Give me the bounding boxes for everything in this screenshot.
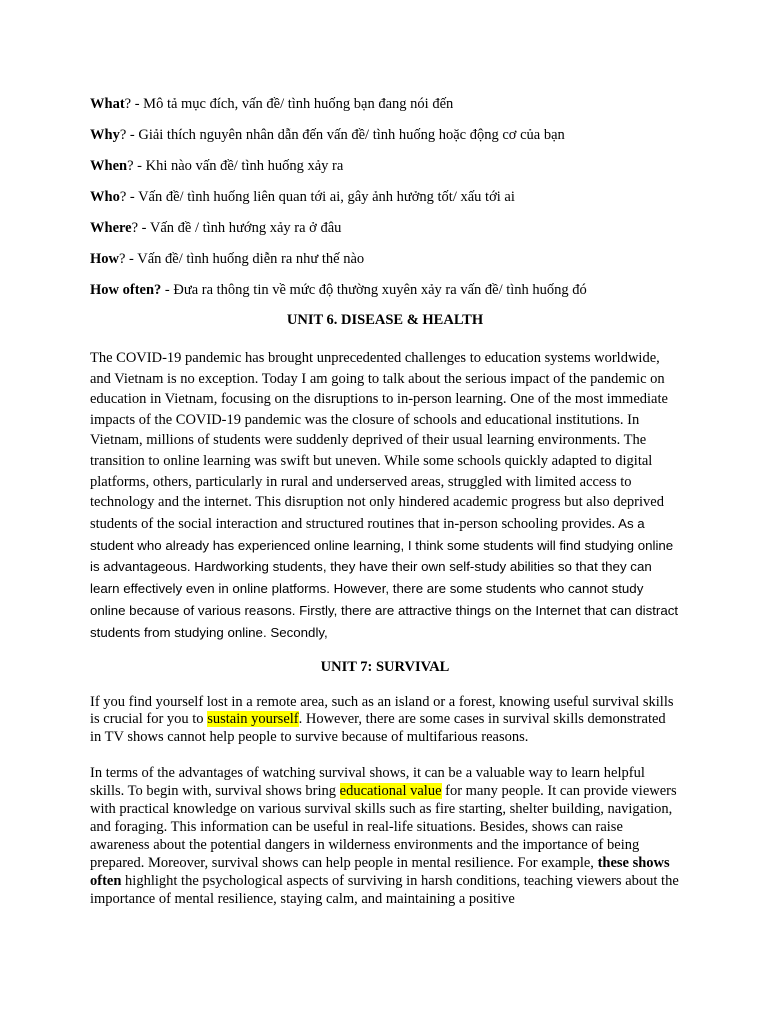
question-word: When xyxy=(90,158,128,174)
unit7-p1-text: If you find yourself lost in a remote area, such as an island or a forest, knowing useful survival skills is crucial for you to xyxy=(90,693,674,728)
document-content xyxy=(90,90,680,909)
question-what xyxy=(90,93,680,124)
unit7-paragraph-2 xyxy=(90,765,680,908)
highlight-sustain-yourself: sustain yourself xyxy=(207,711,299,728)
question-description: ? - Vấn đề/ tình huống diễn ra như thế nào xyxy=(119,251,365,267)
question-word: What xyxy=(90,96,125,112)
unit6-heading: UNIT 6. DISEASE & HEALTH xyxy=(286,312,484,328)
unit6-sans-text: As a student who already has experienced online learning, I think some students will find studying online is advantageous. Hardworking students, they have their own self-study abilities so that they can learn effectively even in online platforms. However, there are some students who cannot study online because of various reasons. Firstly, there are attractive things on the Internet that can distract students from studying online. Secondly, xyxy=(90,515,679,640)
question-how xyxy=(90,248,680,279)
bold-these-shows-often: these shows often xyxy=(90,854,670,889)
unit6-serif-text: The COVID-19 pandemic has brought unprecedented challenges to education systems worldwide, and Vietnam is no exception. Today I am going to talk about the serious impact of the pandemic on education in Vietnam, focusing on the disruptions to in-person learning. One of the most immediate impacts of the COVID-19 pandemic was the closure of schools and educational institutions. In Vietnam, millions of students were suddenly deprived of their usual learning environments. The transition to online learning was swift but uneven. While some schools quickly adapted to digital platforms, others, particularly in rural and underserved areas, struggled with limited access to technology and the internet. This disruption not only hindered academic progress but also deprived students of the social interaction and structured routines that in-person schooling provides. xyxy=(90,350,668,532)
question-why xyxy=(90,124,680,155)
question-how-often xyxy=(90,279,680,310)
question-who xyxy=(90,186,680,217)
unit7-paragraph-1 xyxy=(90,694,680,748)
question-word: How xyxy=(90,251,119,267)
unit7-p2-text-end: highlight the psychological aspects of surviving in harsh conditions, teaching viewers about the importance of mental resilience, staying calm, and maintaining a positive xyxy=(90,872,679,907)
question-description: ? - Giải thích nguyên nhân dẫn đến vấn đề/ tình huống hoặc động cơ của bạn xyxy=(119,127,565,143)
question-word: How often? xyxy=(90,282,162,298)
question-word: Where xyxy=(90,220,132,236)
unit7-p2-text-mid: for many people. It can provide viewers with practical knowledge on various survival skills such as fire starting, shelter building, navigation, and foraging. This information can be useful in real-life situations. Besides, shows can raise awareness about the potential dangers in wilderness environments and the importance of being prepared. Moreover, survival shows can help people in mental resilience. For example, xyxy=(90,783,677,871)
question-where xyxy=(90,217,680,248)
unit7-p2-text: In terms of the advantages of watching survival shows, it can be a valuable way to learn helpful skills. To begin with, survival shows bring xyxy=(90,765,645,800)
question-description: ? - Khi nào vấn đề/ tình huống xảy ra xyxy=(127,158,344,174)
unit7-p1-text-end: . However, there are some cases in survival skills demonstrated in TV shows cannot help people to survive because of multifarious reasons. xyxy=(90,711,666,746)
question-description: - Đưa ra thông tin về mức độ thường xuyên xảy ra vấn đề/ tình huống đó xyxy=(161,282,587,298)
highlight-educational-value: educational value xyxy=(339,783,442,800)
question-description: ? - Vấn đề / tình hướng xảy ra ở đâu xyxy=(131,220,342,236)
unit7-heading: UNIT 7: SURVIVAL xyxy=(320,658,450,675)
question-list xyxy=(90,93,680,310)
question-word: Why xyxy=(90,127,120,143)
question-when xyxy=(90,155,680,186)
question-description: ? - Vấn đề/ tình huống liên quan tới ai, gây ảnh hưởng tốt/ xấu tới ai xyxy=(119,189,515,205)
unit6-paragraph xyxy=(90,348,680,644)
question-description: ? - Mô tả mục đích, vấn đề/ tình huống bạn đang nói đến xyxy=(124,96,454,112)
question-word: Who xyxy=(90,189,120,205)
